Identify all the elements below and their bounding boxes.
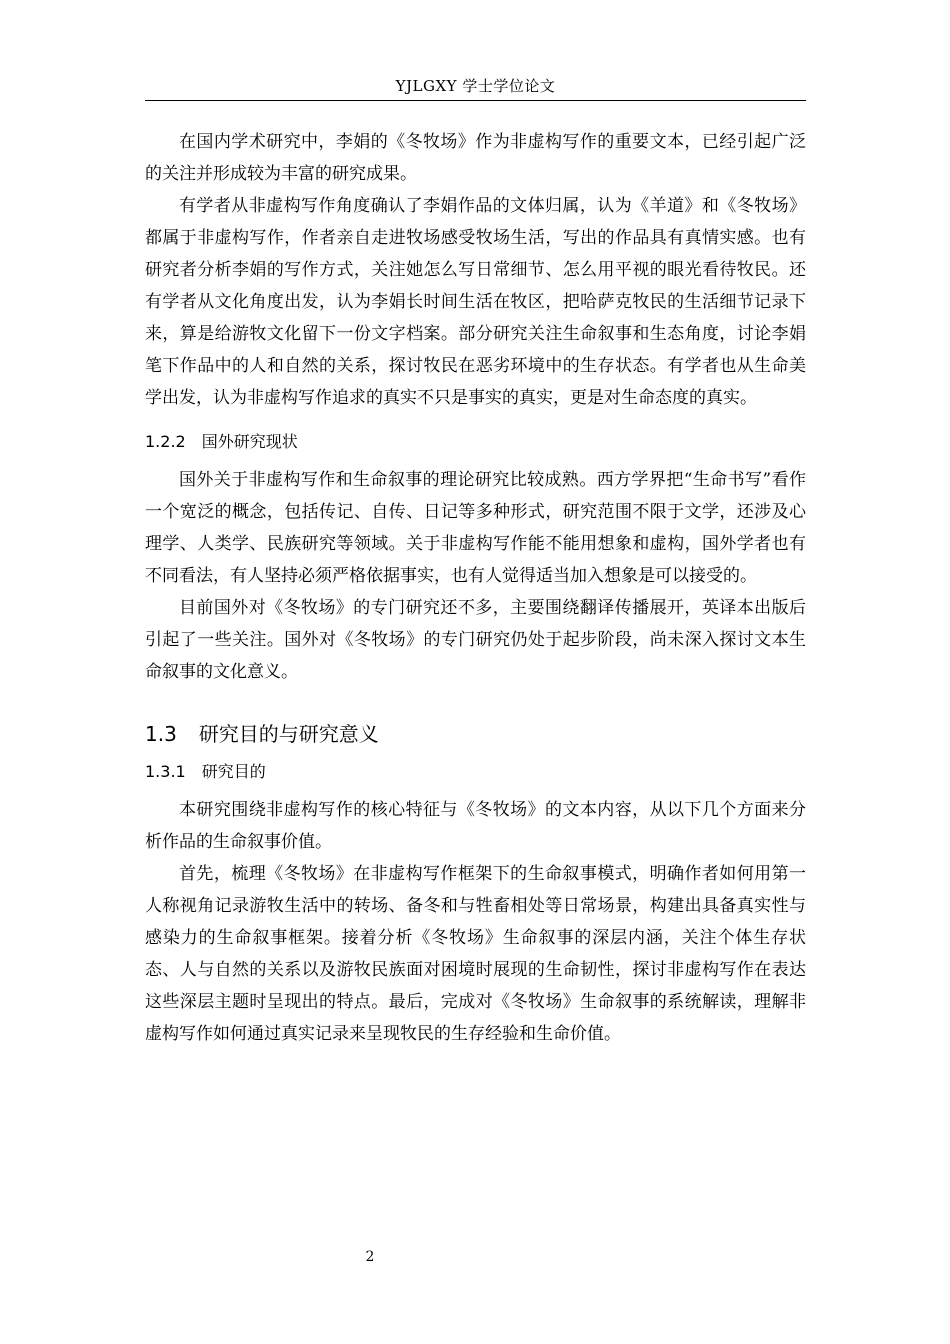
subsection-title: 国外研究现状 <box>201 432 298 451</box>
page-number: 2 <box>365 1249 375 1265</box>
page-header: YJLGXY 学士学位论文 <box>395 77 556 95</box>
subsection-heading-research-purpose <box>145 756 806 788</box>
section-title: 研究目的与研究意义 <box>198 722 379 746</box>
body-paragraph: 本研究围绕非虚构写作的核心特征与《冬牧场》的文本内容，从以下几个方面来分析作品的生命叙事价值。 <box>145 800 806 852</box>
body-paragraph: 国外关于非虚构写作和生命叙事的理论研究比较成熟。西方学界把“生命书写”看作一个宽泛的概念，包括传记、自传、日记等多种形式，研究范围不限于文学，还涉及心理学、人类学、民族研究等领域。关于非虚构写作能不能用想象和虚构，国外学者也有不同看法，有人坚持必须严格依据事实，也有人觉得适当加入想象是可以接受的。 <box>145 470 806 586</box>
body-paragraph: 在国内学术研究中，李娟的《冬牧场》作为非虚构写作的重要文本，已经引起广泛的关注并形成较为丰富的研究成果。 <box>145 132 806 184</box>
subsection-number: 1.2.2 <box>145 432 186 451</box>
body-paragraph: 目前国外对《冬牧场》的专门研究还不多，主要围绕翻译传播展开，英译本出版后引起了一些关注。国外对《冬牧场》的专门研究仍处于起步阶段，尚未深入探讨文本生命叙事的文化意义。 <box>145 598 806 682</box>
subsection-number: 1.3.1 <box>145 762 186 781</box>
body-paragraph: 首先，梳理《冬牧场》在非虚构写作框架下的生命叙事模式，明确作者如何用第一人称视角记录游牧生活中的转场、备冬和与牲畜相处等日常场景，构建出具备真实性与感染力的生命叙事框架。接着分析《冬牧场》生命叙事的深层内涵，关注个体生存状态、人与自然的关系以及游牧民族面对困境时展现的生命韧性，探讨非虚构写作在表达这些深层主题时呈现出的特点。最后，完成对《冬牧场》生命叙事的系统解读，理解非虚构写作如何通过真实记录来呈现牧民的生存经验和生命价值。 <box>145 864 806 1044</box>
subsection-heading-foreign-research <box>145 426 806 458</box>
section-heading-purpose-significance <box>145 716 806 752</box>
body-paragraph: 有学者从非虚构写作角度确认了李娟作品的文体归属，认为《羊道》和《冬牧场》都属于非虚构写作，作者亲自走进牧场感受牧场生活，写出的作品具有真情实感。也有研究者分析李娟的写作方式，关注她怎么写日常细节、怎么用平视的眼光看待牧民。还有学者从文化角度出发，认为李娟长时间生活在牧区，把哈萨克牧民的生活细节记录下来，算是给游牧文化留下一份文字档案。部分研究关注生命叙事和生态角度，讨论李娟笔下作品中的人和自然的关系，探讨牧民在恶劣环境中的生存状态。有学者也从生命美学出发，认为非虚构写作追求的真实不只是事实的真实，更是对生命态度的真实。 <box>145 196 806 408</box>
section-number: 1.3 <box>145 722 177 746</box>
subsection-title: 研究目的 <box>201 762 266 781</box>
header-rule <box>145 100 806 101</box>
page-body <box>145 126 806 1050</box>
